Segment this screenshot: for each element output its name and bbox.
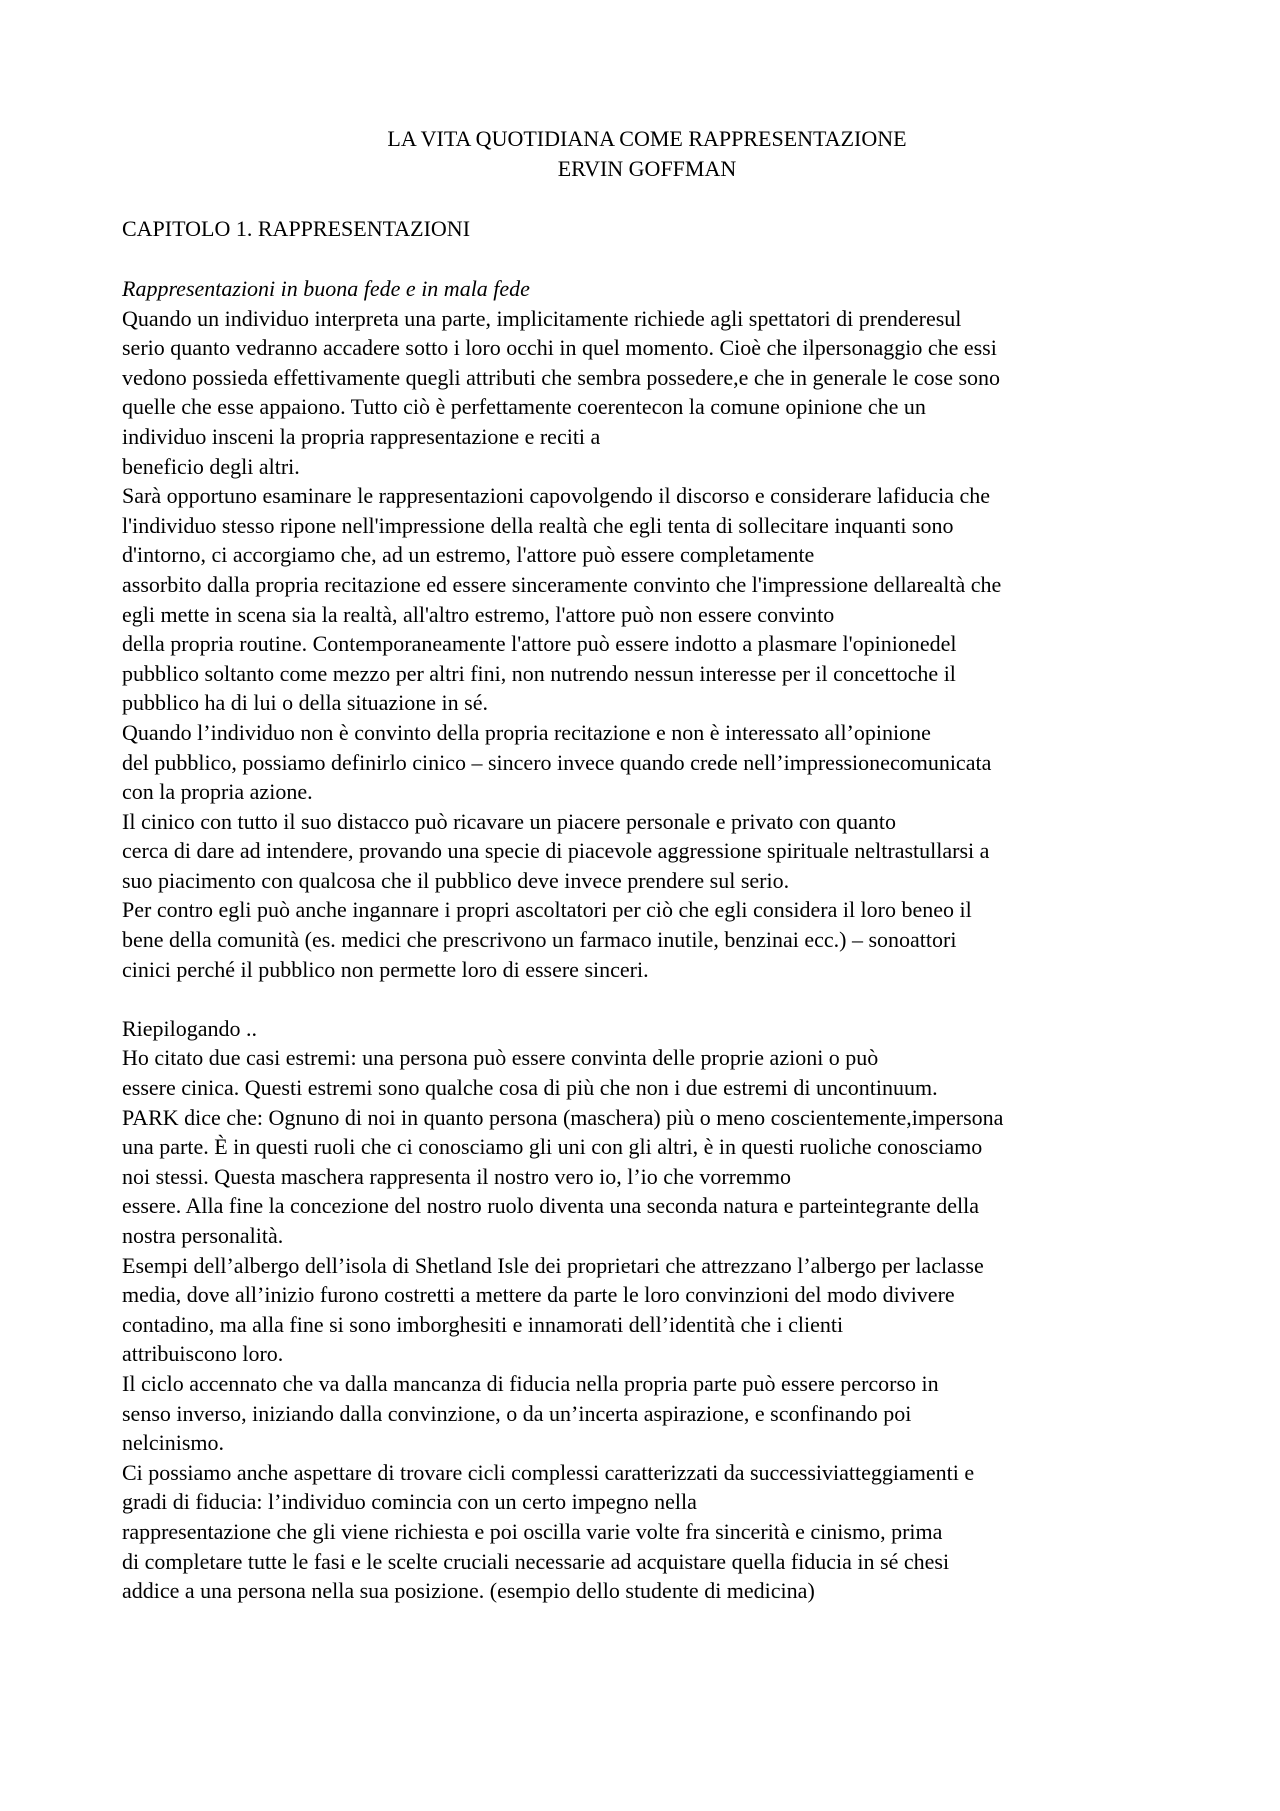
- text-line: individuo insceni la propria rappresentazione e reciti a: [122, 423, 601, 449]
- chapter-heading: CAPITOLO 1. RAPPRESENTAZIONI: [122, 216, 471, 241]
- text-line: contadino, ma alla fine si sono imborghesiti e innamorati dell’identità che i clienti: [122, 1311, 844, 1337]
- text-line: Sarà opportuno esaminare le rappresentazioni capovolgendo il discorso e considerare lafiducia che: [122, 483, 991, 509]
- text-line: del pubblico, possiamo definirlo cinico – sincero invece quando crede nell’impressionecomunicata: [122, 749, 992, 775]
- text-line: d'intorno, ci accorgiamo che, ad un estremo, l'attore può essere completamente: [122, 542, 815, 568]
- text-line: cinici perché il pubblico non permette loro di essere sinceri.: [122, 956, 649, 982]
- text-line: media, dove all’inizio furono costretti a mettere da parte le loro convinzioni del modo divivere: [122, 1282, 955, 1308]
- text-line: suo piacimento con qualcosa che il pubblico deve invece prendere sul serio.: [122, 867, 790, 893]
- paragraph-block-1: [122, 304, 1172, 985]
- document-author: ERVIN GOFFMAN: [557, 156, 737, 181]
- text-line: Riepilogando ..: [122, 1015, 258, 1041]
- text-line: Il ciclo accennato che va dalla mancanza di fiducia nella propria parte può essere percorso in: [122, 1370, 939, 1396]
- paragraph-gap: [122, 984, 1172, 1014]
- text-line: cerca di dare ad intendere, provando una specie di piacevole aggressione spirituale neltrastullarsi a: [122, 838, 990, 864]
- text-line: Ci possiamo anche aspettare di trovare cicli complessi caratterizzati da successiviatteggiamenti e: [122, 1459, 975, 1485]
- document-title: LA VITA QUOTIDIANA COME RAPPRESENTAZIONE: [387, 126, 907, 151]
- body-text: [122, 274, 1172, 1606]
- text-line: serio quanto vedranno accadere sotto i loro occhi in quel momento. Cioè che ilpersonaggio che essi: [122, 335, 997, 361]
- text-line: una parte. È in questi ruoli che ci conosciamo gli uni con gli altri, è in questi ruoliche conosciamo: [122, 1134, 983, 1160]
- text-line: noi stessi. Questa maschera rappresenta il nostro vero io, l’io che vorremmo: [122, 1163, 791, 1189]
- text-line: gradi di fiducia: l’individuo comincia con un certo impegno nella: [122, 1489, 697, 1515]
- text-line: Il cinico con tutto il suo distacco può ricavare un piacere personale e privato con quanto: [122, 808, 896, 834]
- text-line: Quando l’individuo non è convinto della propria recitazione e non è interessato all’opinione: [122, 719, 931, 745]
- text-line: Ho citato due casi estremi: una persona può essere convinta delle proprie azioni o può: [122, 1045, 879, 1071]
- text-line: nelcinismo.: [122, 1430, 225, 1456]
- text-line: l'individuo stesso ripone nell'impressione della realtà che egli tenta di sollecitare inquanti sono: [122, 512, 954, 538]
- text-line: essere cinica. Questi estremi sono qualche cosa di più che non i due estremi di uncontinuum.: [122, 1075, 938, 1101]
- text-line: Esempi dell’albergo dell’isola di Shetland Isle dei proprietari che attrezzano l’albergo per laclasse: [122, 1252, 984, 1278]
- text-line: Per contro egli può anche ingannare i propri ascoltatori per ciò che egli considera il loro beneo il: [122, 897, 972, 923]
- text-line: assorbito dalla propria recitazione ed essere sinceramente convinto che l'impressione dellarealtà che: [122, 571, 1002, 597]
- text-line: beneficio degli altri.: [122, 453, 300, 479]
- text-line: rappresentazione che gli viene richiesta e poi oscilla varie volte fra sincerità e cinismo, prima: [122, 1518, 943, 1544]
- text-line: addice a una persona nella sua posizione. (esempio dello studente di medicina): [122, 1578, 815, 1604]
- text-line: Quando un individuo interpreta una parte, implicitamente richiede agli spettatori di prenderesul: [122, 305, 962, 331]
- text-line: pubblico ha di lui o della situazione in sé.: [122, 690, 488, 716]
- text-line: di completare tutte le fasi e le scelte cruciali necessarie ad acquistare quella fiducia in sé chesi: [122, 1548, 950, 1574]
- paragraph-block-2: [122, 1014, 1172, 1606]
- text-line: egli mette in scena sia la realtà, all'altro estremo, l'attore può non essere convinto: [122, 601, 835, 627]
- text-line: attribuiscono loro.: [122, 1341, 284, 1367]
- text-line: vedono possieda effettivamente quegli attributi che sembra possedere,e che in generale le cose sono: [122, 364, 1001, 390]
- text-line: nostra personalità.: [122, 1223, 284, 1248]
- text-line: essere. Alla fine la concezione del nostro ruolo diventa una seconda natura e parteintegrante della: [122, 1193, 980, 1219]
- document-page: [122, 124, 1172, 1606]
- text-line: PARK dice che: Ognuno di noi in quanto persona (maschera) più o meno coscientemente,impersona: [122, 1104, 1004, 1130]
- text-line: bene della comunità (es. medici che prescrivono un farmaco inutile, benzinai ecc.) – sonoattori: [122, 927, 957, 953]
- section-heading: Rappresentazioni in buona fede e in mala fede: [122, 276, 530, 301]
- text-line: della propria routine. Contemporaneamente l'attore può essere indotto a plasmare l'opinionedel: [122, 631, 957, 657]
- text-line: pubblico soltanto come mezzo per altri fini, non nutrendo nessun interesse per il concettoche il: [122, 660, 956, 686]
- text-line: con la propria azione.: [122, 779, 313, 805]
- text-line: senso inverso, iniziando dalla convinzione, o da un’incerta aspirazione, e sconfinando poi: [122, 1400, 912, 1426]
- text-line: quelle che esse appaiono. Tutto ciò è perfettamente coerentecon la comune opinione che un: [122, 394, 926, 420]
